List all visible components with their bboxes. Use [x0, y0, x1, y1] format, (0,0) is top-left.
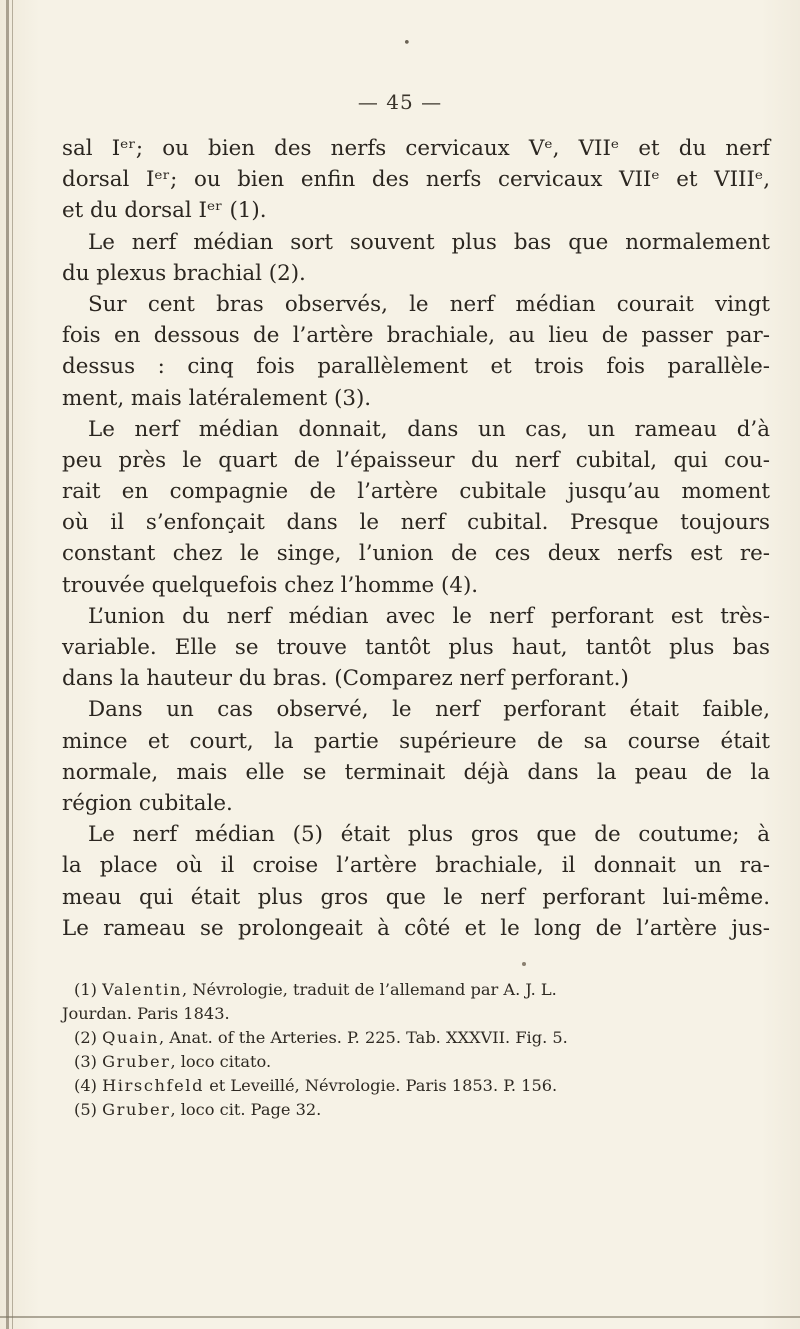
- ink-dot: [522, 962, 526, 966]
- body-line: dorsal Iᵉʳ; ou bien enfin des nerfs cervicaux VIIᵉ et VIIIᵉ,: [62, 167, 770, 193]
- body-line: Le nerf médian donnait, dans un cas, un rameau d’à: [88, 416, 770, 442]
- body-line: trouvée quelquefois chez l’homme (4).: [62, 572, 479, 598]
- body-line: mince et court, la partie supérieure de sa course était: [62, 728, 770, 754]
- footnote-author: Hirschfeld: [102, 1076, 205, 1095]
- body-line: où il s’enfonçait dans le nerf cubital. Presque toujours: [62, 510, 770, 536]
- body-line: variable. Elle se trouve tantôt plus haut, tantôt plus bas: [62, 635, 770, 660]
- page-binding-edge: [6, 0, 9, 1329]
- footnote-number: (2): [74, 1028, 97, 1047]
- body-line: région cubitale.: [62, 790, 233, 816]
- body-line: dans la hauteur du bras. (Comparez nerf perforant.): [62, 666, 629, 692]
- body-line: constant chez le singe, l’union de ces deux nerfs est re-: [62, 541, 770, 567]
- body-line: rait en compagnie de l’artère cubitale jusqu’au moment: [62, 479, 770, 505]
- body-line: Sur cent bras observés, le nerf médian courait vingt: [88, 291, 770, 317]
- footnote: [62, 1050, 770, 1074]
- footnote: [62, 1098, 770, 1122]
- footnote-author: Gruber: [102, 1100, 171, 1119]
- footnote-author: Quain: [102, 1028, 160, 1047]
- ink-mark: •: [403, 36, 411, 51]
- body-line: ment, mais latéralement (3).: [62, 385, 372, 411]
- footnote: [62, 1026, 770, 1050]
- body-line: Le nerf médian (5) était plus gros que de coutume; à: [88, 822, 770, 848]
- body-line: Le rameau se prolongeait à côté et le long de l’artère jus-: [62, 915, 770, 941]
- footnote-text: et Leveillé, Névrologie. Paris 1853. P. 156.: [204, 1076, 558, 1095]
- footnote: [62, 1074, 770, 1098]
- body-line: fois en dessous de l’artère brachiale, au lieu de passer par-: [62, 323, 770, 349]
- page-bottom-edge: [0, 1316, 800, 1318]
- footnote-number: (3): [74, 1052, 97, 1071]
- footnote: [62, 978, 770, 1002]
- footnote-text: , Névrologie, traduit de l’allemand par A. J. L.: [182, 980, 557, 999]
- body-line: peu près le quart de l’épaisseur du nerf cubital, qui cou-: [62, 447, 770, 473]
- body-line: Dans un cas observé, le nerf perforant était faible,: [88, 697, 770, 723]
- footnote-text: Jourdan. Paris 1843.: [62, 1004, 230, 1023]
- body-line: la place où il croise l’artère brachiale, il donnait un ra-: [62, 853, 770, 879]
- footnote-author: Gruber: [102, 1052, 171, 1071]
- footnote-text: , loco citato.: [170, 1052, 272, 1071]
- page-binding-line: [12, 0, 13, 1329]
- footnote-author: Valentin: [102, 980, 183, 999]
- footnote-text: , Anat. of the Arteries. P. 225. Tab. XXXVII. Fig. 5.: [159, 1028, 568, 1047]
- footnote: [62, 1002, 770, 1026]
- body-line: Le nerf médian sort souvent plus bas que normalement: [88, 229, 770, 255]
- page-number: — 45 —: [357, 90, 443, 114]
- body-line: sal Iᵉʳ; ou bien des nerfs cervicaux Vᵉ, VIIᵉ et du nerf: [62, 136, 770, 161]
- body-line: normale, mais elle se terminait déjà dans la peau de la: [62, 759, 770, 785]
- body-line: L’union du nerf médian avec le nerf perforant est très-: [88, 603, 770, 629]
- footnote-number: (1): [74, 980, 97, 999]
- body-line: et du dorsal Iᵉʳ (1).: [62, 198, 267, 224]
- footnotes: [62, 978, 770, 1122]
- footnote-number: (4): [74, 1076, 97, 1095]
- body-line: dessus : cinq fois parallèlement et trois fois parallèle-: [62, 354, 770, 380]
- footnote-number: (5): [74, 1100, 97, 1119]
- body-line: du plexus brachial (2).: [62, 260, 306, 286]
- body-line: meau qui était plus gros que le nerf perforant lui-même.: [62, 884, 770, 910]
- body-text: [62, 133, 770, 944]
- footnote-text: , loco cit. Page 32.: [170, 1100, 322, 1119]
